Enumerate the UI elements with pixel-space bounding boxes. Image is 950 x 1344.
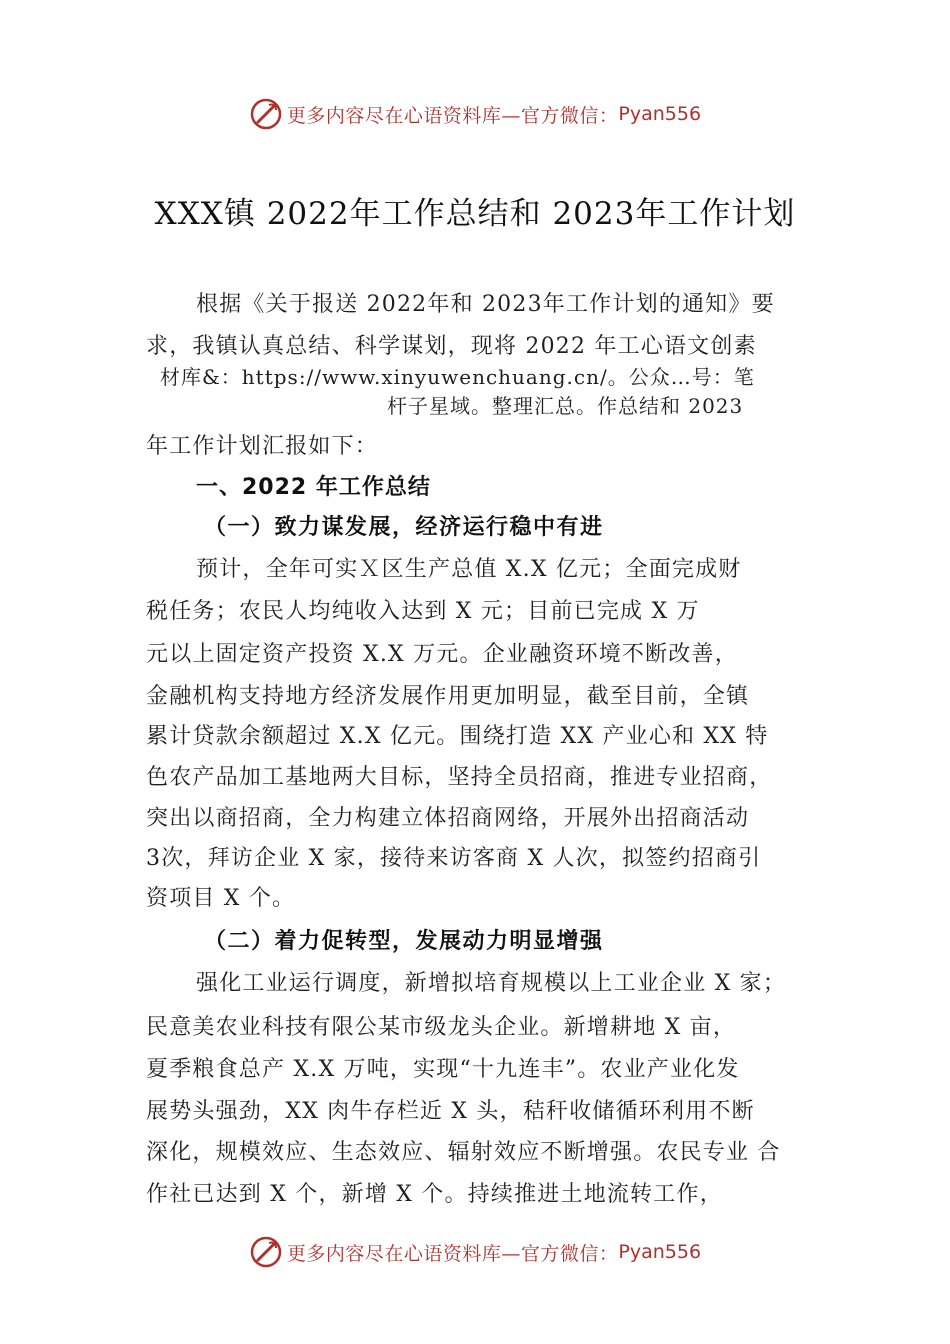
paragraph-line: 夏季粮食总产 X.X 万吨，实现“十九连丰”。农业产业化发: [146, 1057, 740, 1082]
watermark-footer: [0, 1232, 950, 1272]
intro-line-4: 杆子星域。整理汇总。作总结和 2023: [387, 394, 744, 418]
intro-line-1: 根据《关于报送 2022年和 2023年工作计划的通知》要: [196, 292, 775, 317]
paragraph-line: 税任务；农民人均纯收入达到 X 元；目前已完成 X 万: [146, 599, 700, 624]
paragraph-line: 色农产品加工基地两大目标，坚持全员招商，推进专业招商，: [146, 765, 773, 790]
paragraph-line: 金融机构支持地方经济发展作用更加明显，截至目前，全镇: [146, 684, 750, 709]
paragraph-line: 资项目 X 个。: [146, 886, 296, 911]
pen-logo-icon: [249, 97, 283, 131]
paragraph-line: 突出以商招商，全力构建立体招商网络，开展外出招商活动: [146, 806, 750, 831]
pen-logo-icon: [249, 1235, 283, 1269]
paragraph-line: 3次，拜访企业 X 家，接待来访客商 X 人次，拟签约招商引: [146, 846, 762, 871]
watermark-text: 更多内容尽在心语资料库—官方微信：: [286, 104, 619, 127]
intro-line-2: 求，我镇认真总结、科学谋划，现将 2022 年工心语文创素: [146, 334, 757, 359]
subsection-heading-1: （一）致力谋发展，经济运行稳中有进: [204, 515, 604, 540]
paragraph-line: 深化，规模效应、生态效应、辐射效应不断增强。农民专业 合: [146, 1140, 781, 1165]
watermark-wechat-id: Pyan556: [618, 103, 702, 125]
intro-line-3: 材库&：https://www.xinyuwenchuang.cn/。公众…号：笔: [160, 365, 755, 389]
watermark-text: 更多内容尽在心语资料库—官方微信：: [286, 1242, 619, 1265]
paragraph-line: 民意美农业科技有限公某市级龙头企业。新增耕地 X 亩，: [146, 1015, 737, 1040]
section-heading-1: 一、2022 年工作总结: [196, 475, 431, 500]
paragraph-line: 累计贷款余额超过 X.X 亿元。围绕打造 XX 产业心和 XX 特: [146, 724, 769, 749]
subsection-heading-2: （二）着力促转型，发展动力明显增强: [204, 929, 604, 954]
watermark-wechat-id: Pyan556: [618, 1241, 702, 1263]
paragraph-line: 预计，全年可实Ｘ区生产总值 X.X 亿元；全面完成财: [196, 557, 742, 582]
watermark-header: [0, 94, 950, 134]
intro-line-5: 年工作计划汇报如下：: [146, 434, 379, 459]
paragraph-line: 强化工业运行调度，新增拟培育规模以上工业企业 X 家；: [196, 971, 787, 996]
paragraph-line: 展势头强劲，XX 肉牛存栏近 X 头，秸秆收储循环利用不断: [146, 1099, 755, 1124]
document-title: XXX镇 2022年工作总结和 2023年工作计划: [154, 196, 796, 232]
paragraph-line: 作社已达到 X 个，新增 X 个。持续推进土地流转工作，: [146, 1182, 723, 1207]
paragraph-line: 元以上固定资产投资 X.X 万元。企业融资环境不断改善，: [146, 642, 738, 667]
